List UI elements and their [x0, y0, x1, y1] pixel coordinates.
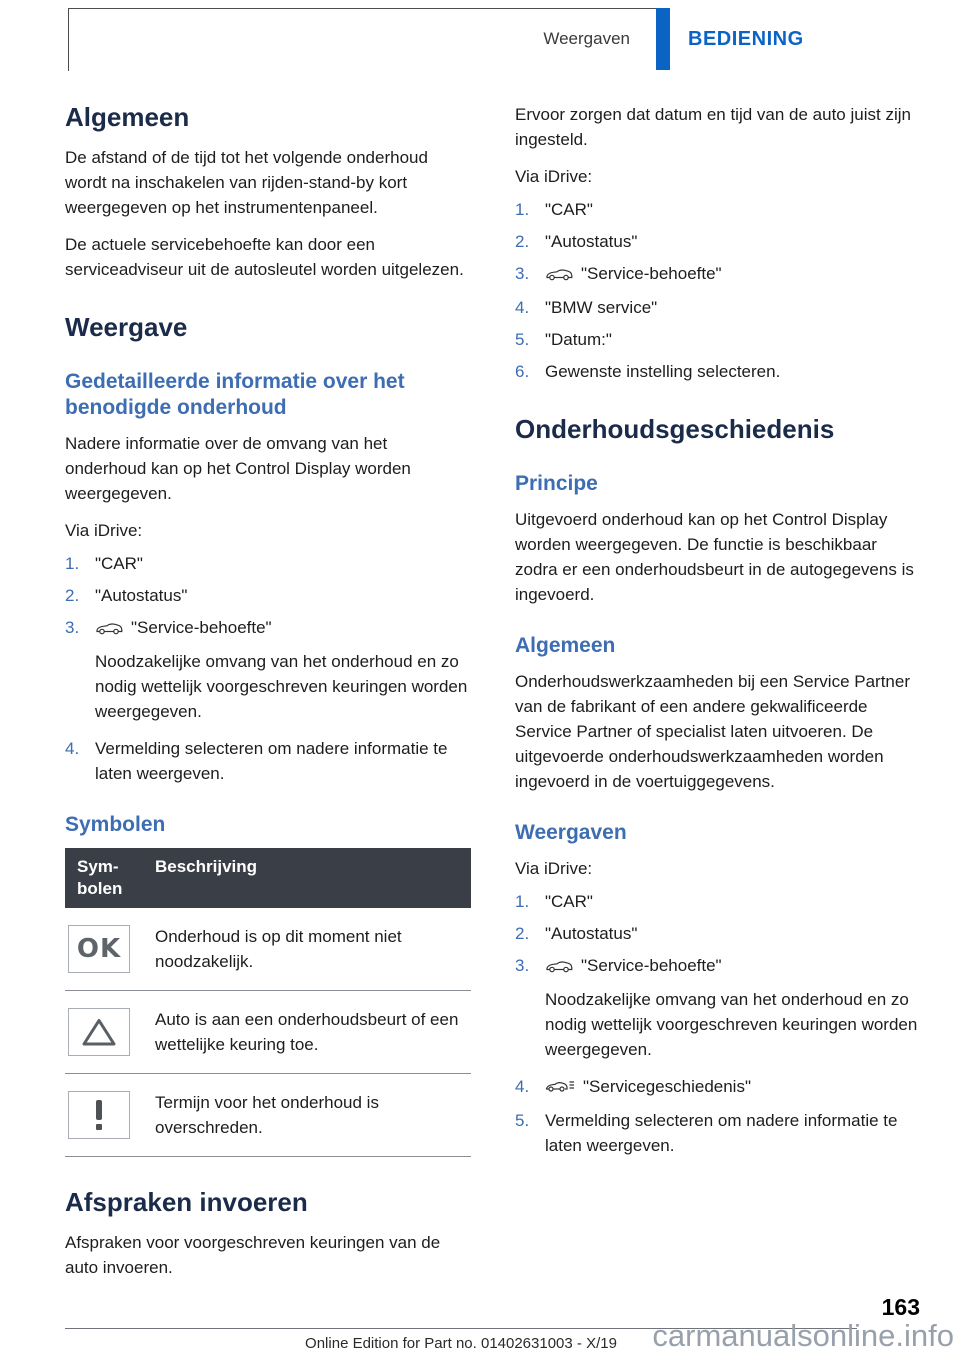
exclamation-icon: [68, 1091, 130, 1139]
paragraph-onderhoudswerk: Onderhoudswerkzaamheden bij een Service Partner van de fabrikant of een andere gekwalificeerde Service Partner of specialist laten uitvoeren. De uitgevoerde onderhoudswerkzaamheden worden ingevoerd in de voertuiggegevens.: [515, 672, 911, 791]
paragraph-afstand: De afstand of de tijd tot het volgende onderhoud wordt na inschakelen van rijden-stand-by kort weergegeven op het instrumentenpaneel.: [65, 148, 428, 217]
list-number: 2.: [515, 924, 530, 943]
paragraph-uitgevoerd: Uitgevoerd onderhoud kan op het Control Display worden weergegeven. De functie is beschikbaar zodra er een onderhoudsbeurt in de autogegevens is ingevoerd.: [515, 510, 914, 604]
page-number: 163: [881, 1294, 920, 1320]
symbol-cell: [65, 1091, 155, 1139]
subheading-symbolen: Symbolen: [65, 813, 166, 836]
list-text: Gewenste instelling selecteren.: [545, 362, 781, 381]
symbol-cell: [65, 925, 155, 973]
table-row: [65, 908, 471, 991]
symbol-description: Auto is aan een onderhoudsbeurt of een wettelijke keuring toe.: [155, 1010, 459, 1054]
list-text: [545, 1074, 921, 1101]
service-history-icon: [545, 1076, 575, 1101]
symbol-description: Onderhoud is op dit moment niet noodzakelijk.: [155, 927, 402, 971]
table-row: [65, 991, 471, 1074]
list-text: "Autostatus": [545, 232, 638, 251]
list-item: [515, 327, 921, 352]
list-number: 1.: [515, 200, 530, 219]
car-service-icon: [545, 263, 573, 288]
list-number: 2.: [65, 586, 80, 605]
list-text-value: "Servicegeschiedenis": [583, 1077, 751, 1096]
list-number: 3.: [65, 618, 80, 637]
list-text: Vermelding selecteren om nadere informatie te laten weergeven.: [545, 1111, 898, 1155]
list-item: [515, 1074, 921, 1101]
content: [65, 102, 921, 1292]
heading-afspraken-invoeren: Afspraken invoeren: [65, 1187, 308, 1217]
header-section-label: Weergaven: [543, 29, 630, 48]
list-item: [515, 197, 921, 222]
paragraph-actuele: De actuele servicebehoefte kan door een serviceadviseur uit de autosleutel worden uitgelezen.: [65, 235, 464, 279]
subheading-weergaven: Weergaven: [515, 821, 627, 844]
via-idrive-label: Via iDrive:: [515, 859, 593, 878]
list-text-value: "Service-behoefte": [581, 264, 722, 283]
table-row: [65, 1074, 471, 1157]
list-item: [515, 953, 921, 980]
list-text: Vermelding selecteren om nadere informatie te laten weergeven.: [95, 739, 448, 783]
list-number: 5.: [515, 330, 530, 349]
heading-weergave: Weergave: [65, 312, 188, 342]
list-text: [95, 615, 471, 642]
list-item: [65, 615, 471, 642]
edition-note: Online Edition for Part no. 01402631003 - X/19: [305, 1335, 617, 1352]
list-item: [515, 229, 921, 254]
list-item: [515, 359, 921, 384]
list-text: "BMW service": [545, 298, 658, 317]
car-service-icon: [545, 955, 573, 980]
page-header: [68, 8, 920, 70]
list-number: 4.: [65, 739, 80, 758]
via-idrive-label: Via iDrive:: [65, 521, 143, 540]
subheading-gedetailleerde-informatie: Gedetailleerde informatie over het benodigde onderhoud: [65, 370, 405, 419]
list-number: 2.: [515, 232, 530, 251]
heading-onderhoudsgeschiedenis: Onderhoudsgeschiedenis: [515, 414, 835, 444]
warning-triangle-icon: [68, 1008, 130, 1056]
symbols-table: [65, 848, 471, 1157]
list-note: Noodzakelijke omvang van het onderhoud en zo nodig wettelijk voorgeschreven keuringen worden weergegeven.: [95, 652, 468, 721]
subheading-algemeen: Algemeen: [515, 634, 616, 657]
idrive-steps-left: [65, 551, 471, 786]
list-text: "CAR": [545, 892, 593, 911]
symbols-table-header: [65, 848, 471, 908]
paragraph-ervoor: Ervoor zorgen dat datum en tijd van de auto juist zijn ingesteld.: [515, 105, 911, 149]
paragraph-nadere: Nadere informatie over de omvang van het onderhoud kan op het Control Display worden weergegeven.: [65, 434, 411, 503]
paragraph-afspraken: Afspraken voor voorgeschreven keuringen van de auto invoeren.: [65, 1233, 441, 1277]
list-number: 4.: [515, 298, 530, 317]
list-number: 6.: [515, 362, 530, 381]
list-number: 3.: [515, 956, 530, 975]
list-text-value: "Service-behoefte": [131, 618, 272, 637]
ok-symbol-text: OK: [76, 934, 122, 964]
list-number: 1.: [515, 892, 530, 911]
symbol-description: Termijn voor het onderhoud is overschreden.: [155, 1093, 379, 1137]
list-text: [545, 953, 921, 980]
list-item: [515, 889, 921, 914]
header-accent-bar: [656, 8, 670, 70]
list-item: [65, 551, 471, 576]
symbol-cell: [65, 1008, 155, 1056]
list-text-value: "Service-behoefte": [581, 956, 722, 975]
column-header-beschrijving: Beschrijving: [155, 857, 258, 876]
list-note: Noodzakelijke omvang van het onderhoud en zo nodig wettelijk voorgeschreven keuringen worden weergegeven.: [545, 990, 918, 1059]
idrive-steps-right-1: [515, 197, 921, 384]
subheading-principe: Principe: [515, 472, 598, 495]
list-item: [65, 736, 471, 786]
ok-symbol: [68, 925, 130, 973]
list-text: [545, 261, 921, 288]
list-text: "Autostatus": [95, 586, 188, 605]
idrive-steps-right-2: [515, 889, 921, 1158]
via-idrive-label: Via iDrive:: [515, 167, 593, 186]
right-column: [515, 102, 921, 1292]
watermark: carmanualsonline.info: [652, 1318, 954, 1353]
list-item: [65, 583, 471, 608]
list-item: [515, 295, 921, 320]
list-text: "CAR": [545, 200, 593, 219]
car-service-icon: [95, 617, 123, 642]
list-number: 4.: [515, 1077, 530, 1096]
column-header-symbolen: Sym-bolen: [77, 857, 123, 898]
list-number: 1.: [65, 554, 80, 573]
list-number: 3.: [515, 264, 530, 283]
list-item: [515, 921, 921, 946]
list-text: "Datum:": [545, 330, 612, 349]
left-column: [65, 102, 471, 1292]
list-number: 5.: [515, 1111, 530, 1130]
heading-algemeen: Algemeen: [65, 102, 190, 132]
header-chapter-label: BEDIENING: [688, 27, 804, 50]
list-item: [515, 1108, 921, 1158]
list-item: [515, 261, 921, 288]
list-text: "CAR": [95, 554, 143, 573]
list-text: "Autostatus": [545, 924, 638, 943]
